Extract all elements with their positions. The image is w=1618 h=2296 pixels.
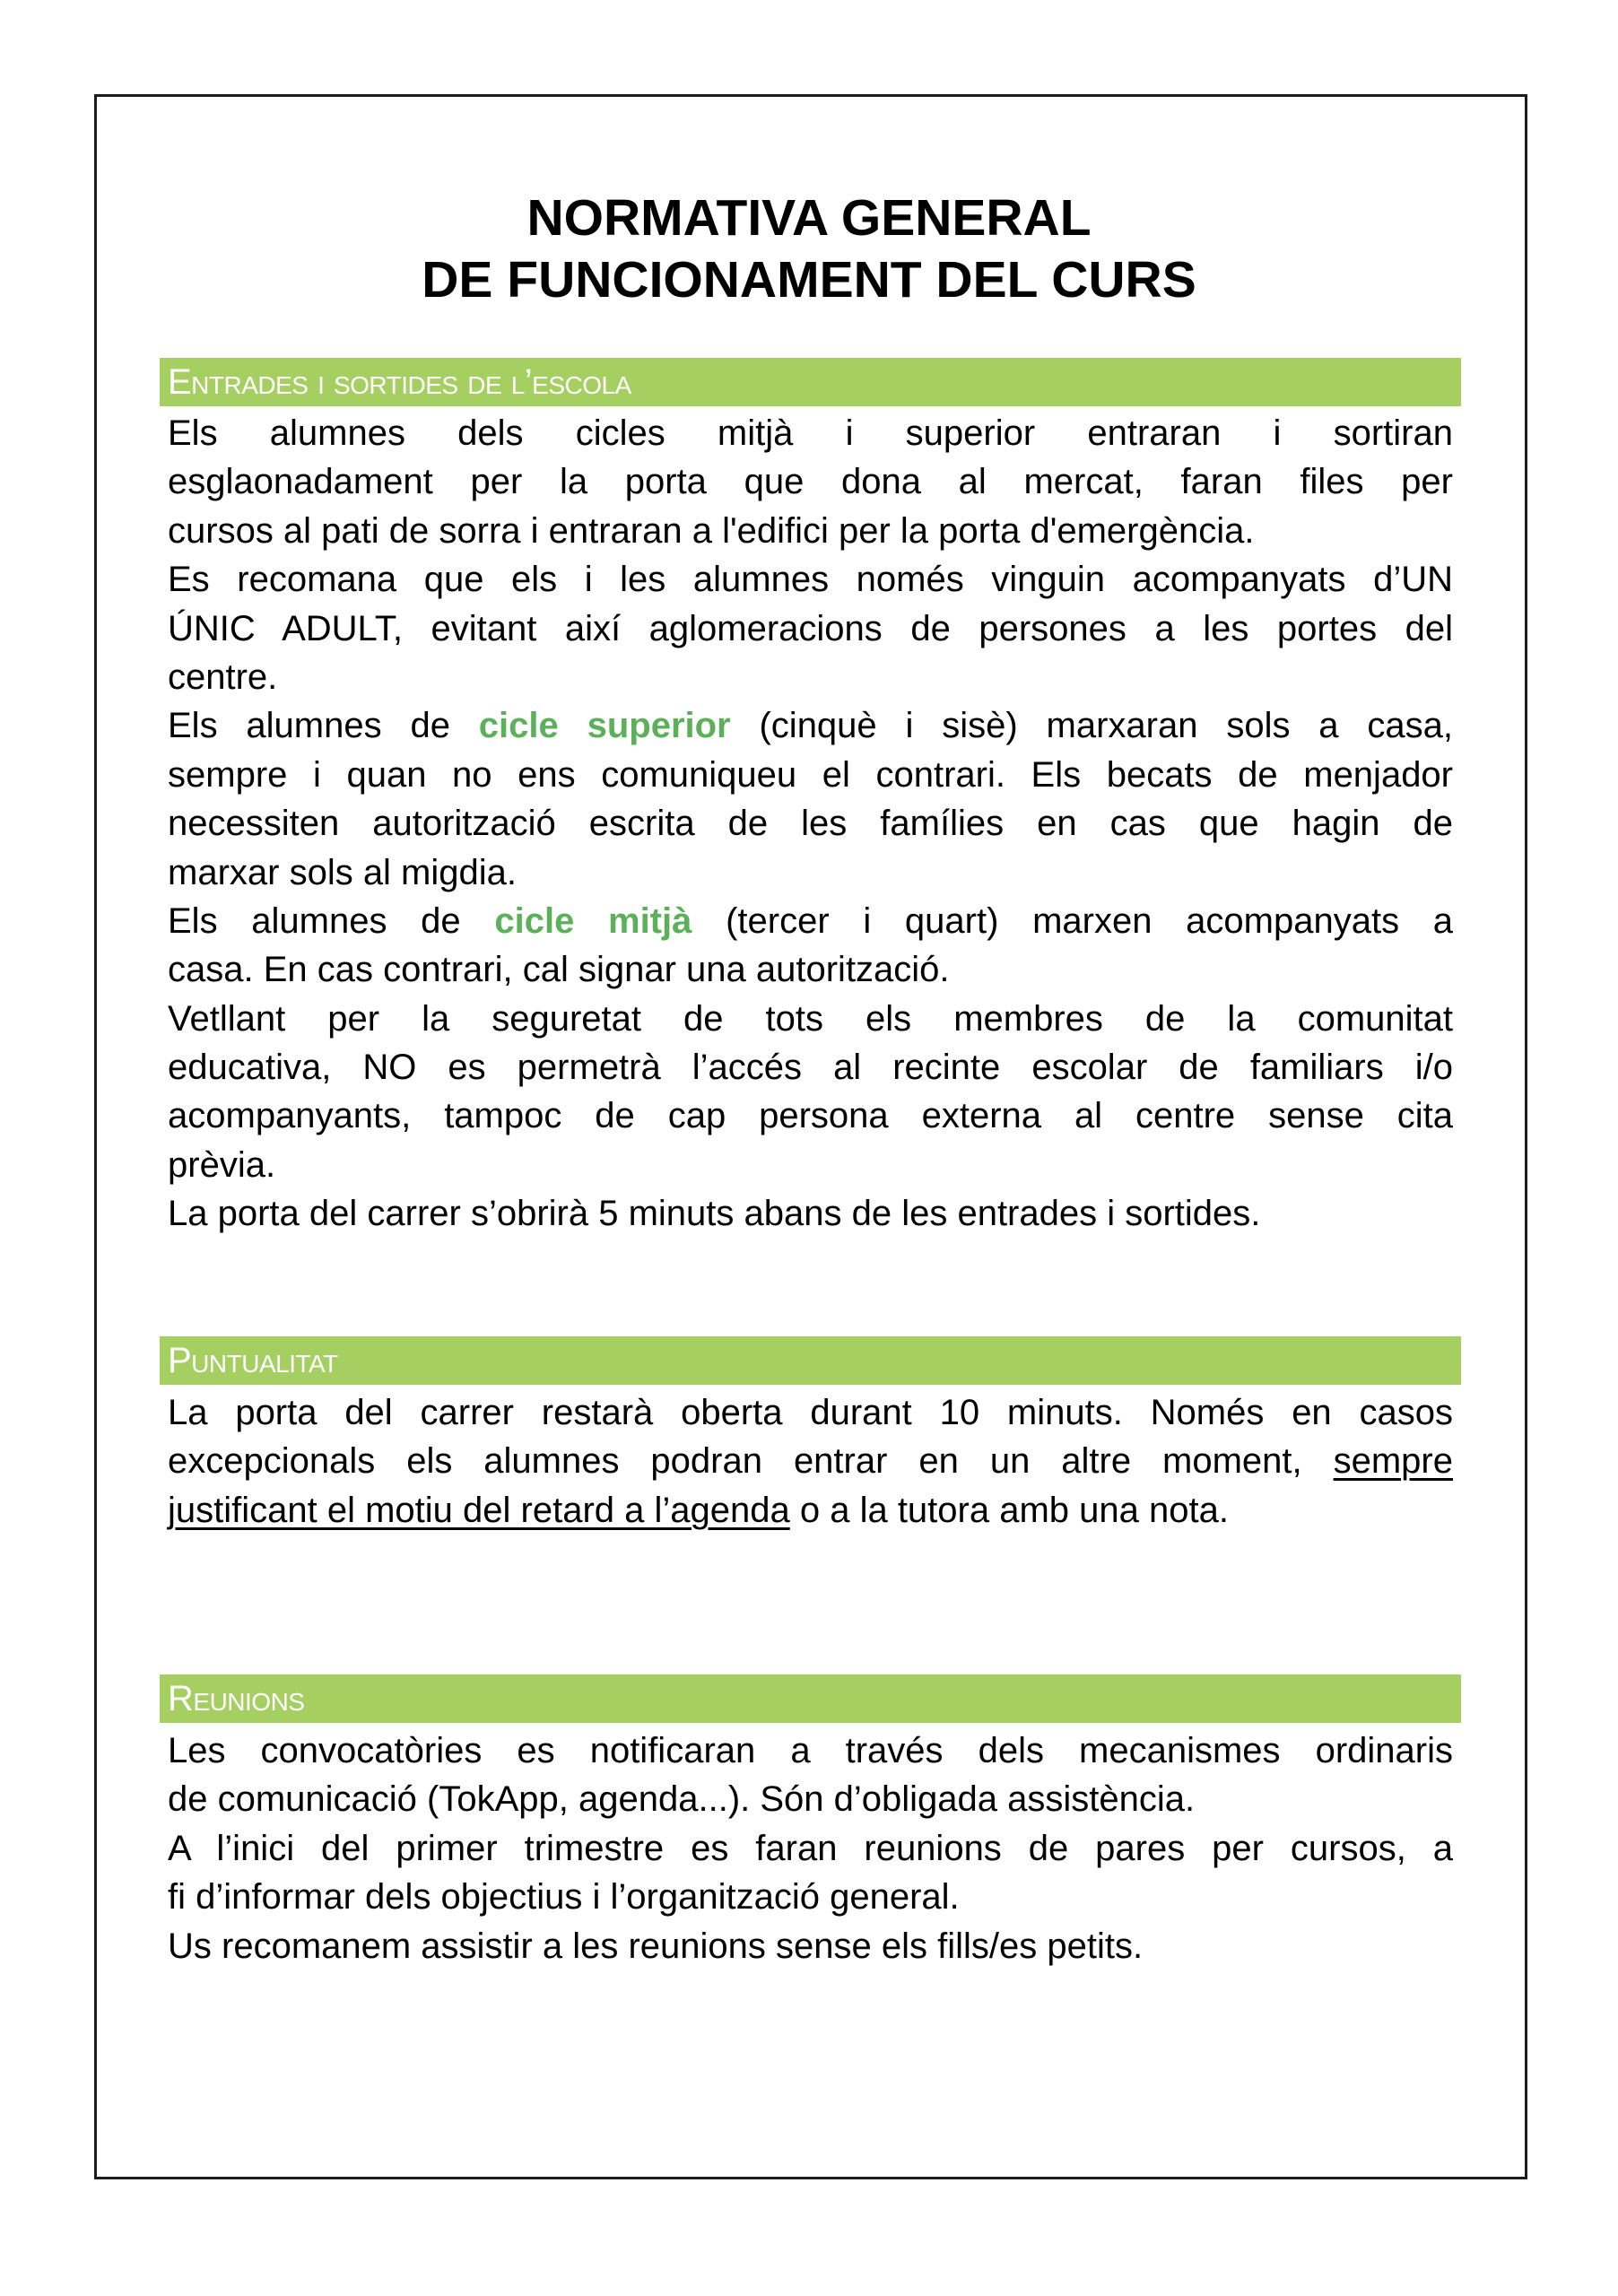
text-line: [168, 897, 1453, 945]
text-line: marxar sols al migdia.: [168, 852, 518, 892]
text-line: [168, 1486, 1453, 1535]
text-line: educativa, NO es permetrà l’accés al recinte escolar de familiars i/o: [168, 1048, 1453, 1088]
title-line-1: NORMATIVA GENERAL: [526, 189, 1092, 247]
text-line: cursos al pati de sorra i entraran a l'edifici per la porta d'emergència.: [168, 510, 1255, 551]
text-line: sempre i quan no ens comuniqueu el contrari. Els becats de menjador: [168, 754, 1453, 795]
section-body-entrades-sortides: [168, 409, 1453, 1239]
text-segment: (cinquè i sisè) marxaran sols a casa,: [730, 706, 1453, 746]
text-line: de comunicació (TokApp, agenda...). Són d’obligada assistència.: [168, 1779, 1196, 1820]
text-segment: excepcionals els alumnes podran entrar en un altre moment,: [168, 1441, 1334, 1482]
text-segment: (tercer i quart) marxen acompanyats a: [692, 900, 1453, 941]
text-line: ÚNIC ADULT, evitant així aglomeracions de persones a les portes del: [168, 608, 1453, 648]
text-line: Es recomana que els i les alumnes només vinguin acompanyats d’UN: [168, 560, 1453, 600]
text-line: La porta del carrer s’obrirà 5 minuts abans de les entrades i sortides.: [168, 1194, 1261, 1234]
text-line: La porta del carrer restarà oberta durant 10 minuts. Només en casos: [168, 1393, 1453, 1432]
page-title: [0, 187, 1618, 311]
text-line: acompanyants, tampoc de cap persona externa al centre sense cita: [168, 1096, 1453, 1136]
section-heading: Reunions: [168, 1679, 305, 1718]
text-segment: Els alumnes de: [168, 900, 495, 941]
text-line: casa. En cas contrari, cal signar una autorització.: [168, 950, 950, 990]
section-header-puntualitat: [160, 1336, 1461, 1385]
highlighted-term: cicle superior: [478, 706, 731, 746]
section-body-puntualitat: [168, 1388, 1453, 1535]
text-line: Us recomanem assistir a les reunions sense els fills/es petits.: [168, 1926, 1144, 1966]
text-line: necessiten autorització escrita de les famílies en cas que hagin de: [168, 804, 1453, 844]
highlighted-term: cicle mitjà: [494, 900, 692, 941]
underlined-text: justificant el motiu del retard a l’agenda: [168, 1490, 790, 1530]
section-header-entrades-sortides: [160, 358, 1461, 406]
section-body-reunions: [168, 1726, 1453, 1970]
section-heading: Entrades i sortides de l’escola: [168, 362, 631, 402]
text-line: fi d’informar dels objectius i l’organització general.: [168, 1877, 960, 1918]
section-heading: Puntualitat: [168, 1341, 338, 1380]
text-line: Vetllant per la seguretat de tots els membres de la comunitat: [168, 998, 1453, 1039]
title-line-2: DE FUNCIONAMENT DEL CURS: [422, 251, 1196, 309]
text-line: prèvia.: [168, 1144, 276, 1185]
section-header-reunions: [160, 1674, 1461, 1723]
text-line: [168, 1437, 1453, 1485]
text-line: centre.: [168, 657, 278, 697]
text-segment: Els alumnes de: [168, 706, 479, 746]
text-line: Els alumnes dels cicles mitjà i superior entraran i sortiran: [168, 413, 1453, 453]
text-line: esglaonadament per la porta que dona al mercat, faran files per: [168, 462, 1453, 502]
text-line: A l’inici del primer trimestre es faran reunions de pares per cursos, a: [168, 1828, 1453, 1868]
text-line: Les convocatòries es notificaran a través dels mecanismes ordinaris: [168, 1731, 1453, 1770]
underlined-text: sempre: [1333, 1441, 1453, 1482]
text-segment: o a la tutora amb una nota.: [789, 1490, 1229, 1530]
text-line: [168, 701, 1453, 750]
